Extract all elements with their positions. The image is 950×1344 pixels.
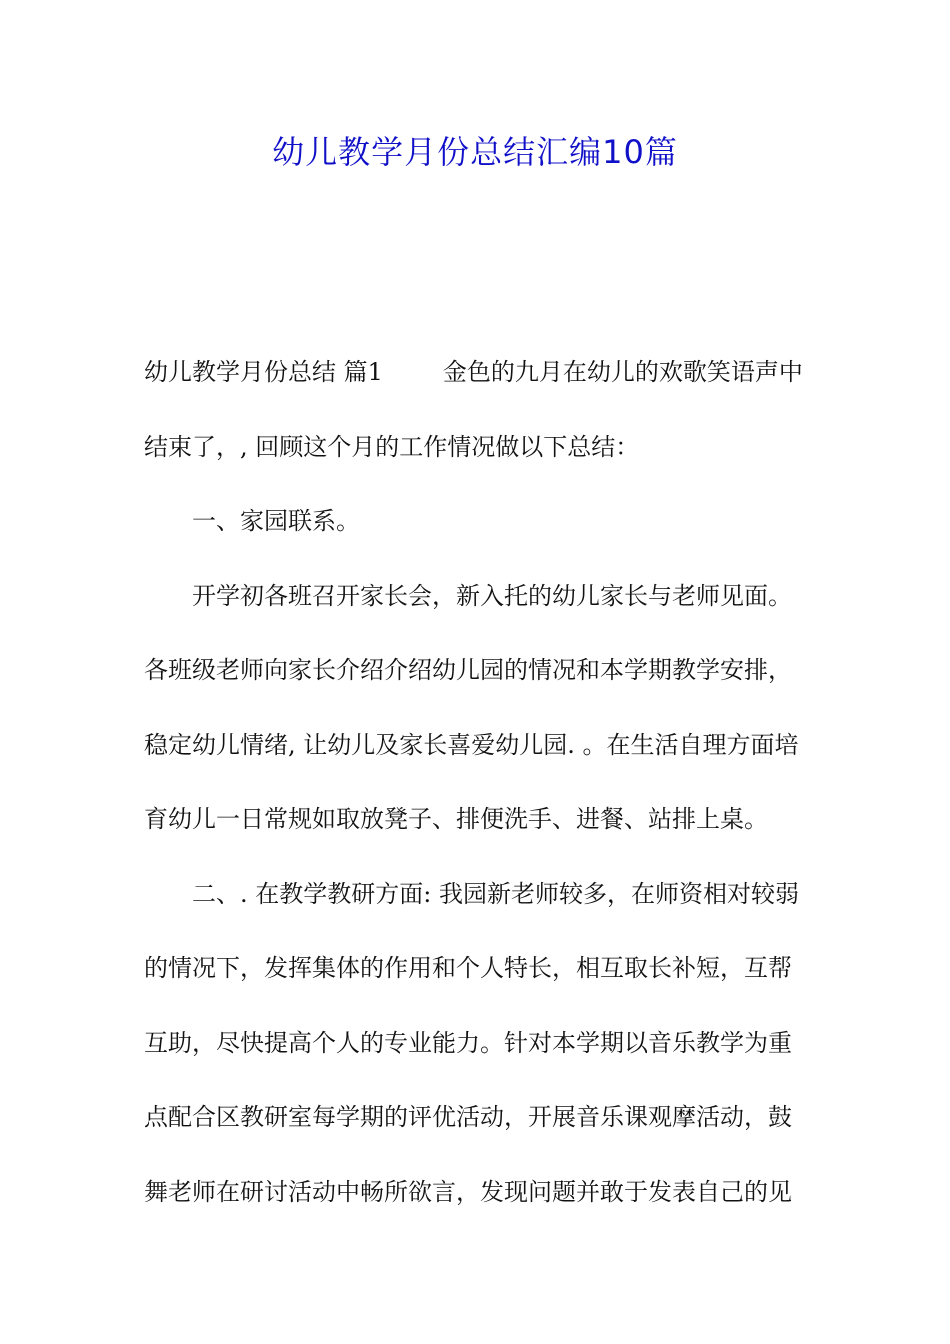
paragraph-line-12: 舞老师在研讨活动中畅所欲言，发现问题并敢于发表自己的见 — [144, 1177, 792, 1206]
section-heading: 幼儿教学月份总结 篇1 — [144, 358, 383, 386]
paragraph-line-1 — [144, 335, 814, 410]
paragraph-line-5: 各班级老师向家长介绍介绍幼儿园的情况和本学期教学安排， — [144, 656, 792, 684]
line-text: 金色的九月在幼儿的欢歌笑语声中 — [442, 358, 803, 386]
paragraph-line-9: 的情况下，发挥集体的作用和个人特长，相互取长补短，互帮 — [144, 954, 792, 982]
paragraph-line-7: 育幼儿一日常规如取放凳子、排便洗手、进餐、站排上桌。 — [144, 805, 768, 833]
paragraph-line-6: 稳定幼儿情绪, 让幼儿及家长喜爱幼儿园. 。在生活自理方面培 — [144, 730, 799, 759]
document-title: 幼儿教学月份总结汇编10篇 — [272, 133, 678, 171]
paragraph-line-3: 一、家园联系。 — [192, 507, 360, 535]
paragraph-line-4: 开学初各班召开家长会，新入托的幼儿家长与老师见面。 — [192, 581, 792, 610]
paragraph-line-10: 互助，尽快提高个人的专业能力。针对本学期以音乐教学为重 — [144, 1028, 792, 1057]
paragraph-line-2: 结束了，, 回顾这个月的工作情况做以下总结： — [144, 432, 640, 461]
paragraph-line-8: 二、. 在教学教研方面: 我园新老师较多，在师资相对较弱 — [192, 879, 799, 908]
paragraph-line-11: 点配合区教研室每学期的评优活动，开展音乐课观摩活动，鼓 — [144, 1103, 792, 1131]
document-body — [144, 335, 814, 1229]
